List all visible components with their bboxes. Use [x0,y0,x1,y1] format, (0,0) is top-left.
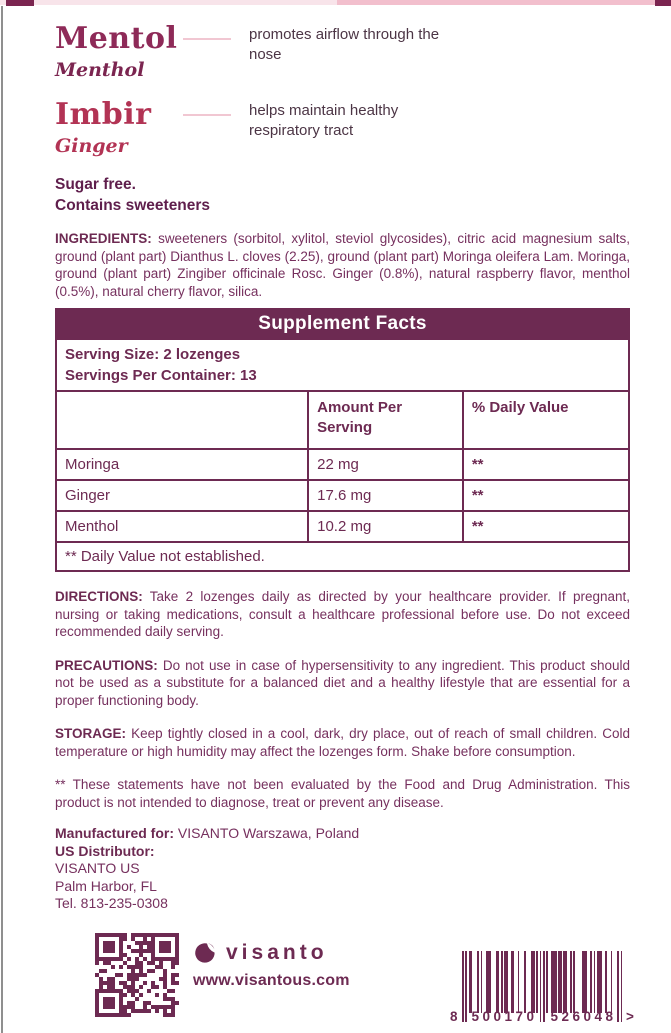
ingredients-label: INGREDIENTS: [55,231,152,246]
nutrient-name: Ginger [56,480,308,511]
servings-per-container: Servings Per Container: 13 [65,367,257,384]
manufactured-for-label: Manufactured for: [55,825,174,841]
manufactured-for-value: VISANTO Warszawa, Poland [177,825,360,841]
barcode-arrow: > [626,1008,634,1024]
storage-label: STORAGE: [55,726,127,741]
trim-segment-light [0,0,337,5]
us-distributor-line [55,843,630,861]
precautions-paragraph [55,657,630,710]
table-title: Supplement Facts [56,309,629,339]
serving-info [56,339,629,391]
table-row [56,480,629,511]
website-url: www.visantous.com [193,971,350,989]
column-header-dv: % Daily Value [463,391,629,449]
benefit-name-en: Menthol [55,59,145,81]
brand-block [193,927,350,990]
ingredients-paragraph [55,230,630,300]
qr-code [95,927,179,1017]
nutrient-dv: ** [463,511,629,542]
column-header-amount: Amount Per Serving [308,391,463,449]
nutrient-name: Menthol [56,511,308,542]
label-cut-line [1,6,3,1033]
nutrient-dv: ** [463,449,629,480]
table-row [56,511,629,542]
benefit-names [55,22,183,84]
benefit-ginger [55,98,630,160]
trim-segment-dark-left [6,0,34,6]
qr-code-grid [95,933,179,1017]
benefit-names [55,98,183,160]
benefit-menthol [55,22,630,84]
directions-paragraph [55,588,630,641]
serving-size: Serving Size: 2 lozenges [65,346,241,363]
barcode-digits-right: 526048 [550,1008,617,1024]
nutrient-amount: 10.2 mg [308,511,463,542]
storage-text: Keep tightly closed in a cool, dark, dry place, out of reach of small children. Cold temperature or high humidity may affect the lozenges form. Shake before consumption. [55,726,630,759]
pink-divider-line [183,38,231,40]
benefit-description: helps maintain healthy respiratory tract [249,102,399,139]
pink-divider-line [183,114,231,116]
precautions-label: PRECAUTIONS: [55,657,158,673]
us-distributor-label: US Distributor: [55,842,155,859]
nutrient-dv: ** [463,480,629,511]
fda-disclaimer: ** These statements have not been evaluated by the Food and Drug Administration. This product is not intended to diagnose, treat or prevent any disease. [55,777,630,810]
benefit-name-pl: Mentol [55,21,178,56]
footnote-row [56,542,629,571]
sugar-note-line2: Contains sweeteners [55,197,211,214]
ingredients-text: sweeteners (sorbitol, xylitol, steviol glycosides), citric acid magnesium salts, ground (plant part) Dianthus L. cloves (2.25), ground (plant part) Moringa oleifera Lam. Moringa, ground (plant part) Zingiber officinale Rosc. Ginger (0.8%), natural raspberry flavor, menthol (0.5%), natural cherry flavor, silica. [55,231,630,299]
manufactured-for-line [55,825,630,843]
directions-label: DIRECTIONS: [55,589,143,604]
distributor-phone: Tel. 813-235-0308 [55,895,168,911]
serving-info-row [56,339,629,391]
directions-text: Take 2 lozenges daily as directed by your healthcare provider. If pregnant, nursing or taking medications, consult a healthcare professional before use. Do not exceed recommended daily serving. [55,589,630,639]
nutrient-name: Moringa [56,449,308,480]
nutrient-amount: 22 mg [308,449,463,480]
benefit-name-pl: Imbir [55,97,152,132]
table-footnote: ** Daily Value not established. [56,542,629,571]
column-header-empty [56,391,308,449]
visanto-logo-icon [193,941,217,965]
nutrient-amount: 17.6 mg [308,480,463,511]
supplement-facts-table [55,308,630,572]
precautions-text: Do not use in case of hypersensitivity to any ingredient. This product should not be used as a substitute for a balanced diet and a healthy lifestyle that are essential for a proper functioning body. [55,657,630,708]
manufacturer-block [55,825,630,913]
sugar-note-line1: Sugar free. [55,176,136,193]
benefit-description: promotes airflow through the nose [249,26,440,63]
sugar-note [55,174,630,216]
trim-segment-medium [337,0,655,5]
table-row [56,449,629,480]
brand-row [193,941,350,965]
benefit-name-en: Ginger [55,135,128,157]
barcode-digit-first: 8 [450,1008,458,1024]
storage-paragraph [55,725,630,760]
brand-name: visanto [226,940,328,964]
barcode [450,951,634,1033]
distributor-city: Palm Harbor, FL [55,877,157,894]
table-title-row [56,309,629,339]
barcode-digits-left: 500170 [471,1008,538,1024]
label-content [55,6,634,1033]
trim-segment-dark-right [655,0,671,6]
distributor-name: VISANTO US [55,860,140,876]
label-footer [55,927,634,1033]
column-header-row [56,391,629,449]
